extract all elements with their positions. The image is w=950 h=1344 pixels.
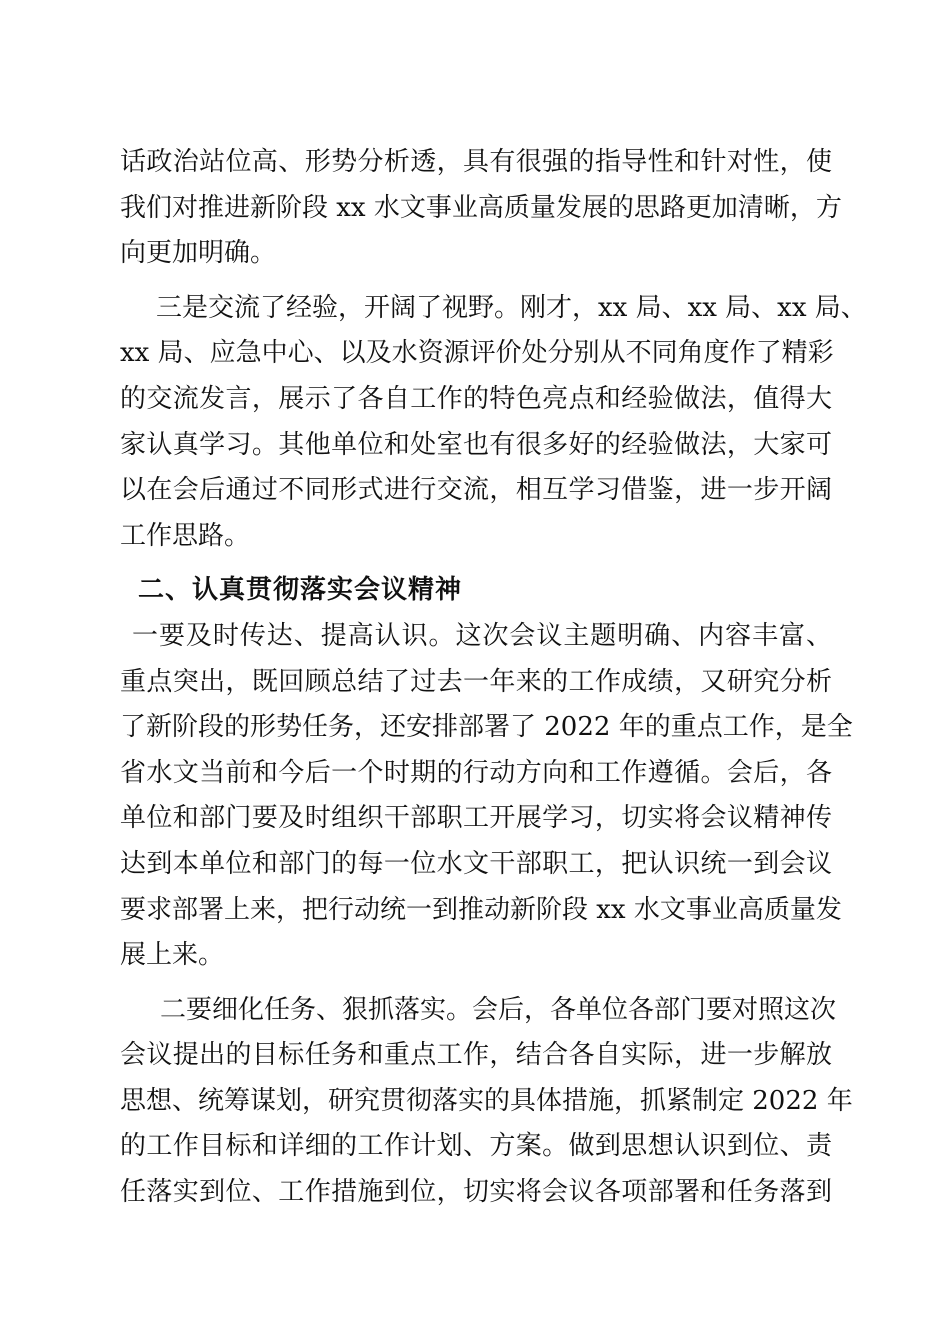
text-line: 三是交流了经验，开阔了视野。刚才，xx 局、xx 局、xx 局、 (156, 292, 867, 323)
text-line: 我们对推进新阶段 xx 水文事业高质量发展的思路更加清晰，方 (120, 192, 842, 223)
text-line: 展上来。 (120, 940, 225, 971)
text-line: 达到本单位和部门的每一位水文干部职工，把认识统一到会议 (120, 848, 832, 879)
document-body (120, 140, 867, 1216)
section-heading: 二、认真贯彻落实会议精神 (138, 575, 463, 606)
paragraph-spacer (120, 559, 832, 568)
paragraph-3 (120, 614, 853, 979)
paragraph-spacer (120, 979, 832, 988)
text-line: 重点突出，既回顾总结了过去一年来的工作成绩，又研究分析 (120, 666, 832, 697)
text-line: 二要细化任务、狠抓落实。会后，各单位各部门要对照这次 (160, 994, 837, 1025)
text-line: 了新阶段的形势任务，还安排部署了 2022 年的重点工作，是全 (120, 712, 853, 743)
text-line: xx 局、应急中心、以及水资源评价处分别从不同角度作了精彩 (120, 338, 834, 369)
text-line: 单位和部门要及时组织干部职工开展学习，切实将会议精神传 (120, 803, 832, 834)
text-line: 以在会后通过不同形式进行交流，相互学习借鉴，进一步开阔 (120, 475, 832, 506)
text-line: 一要及时传达、提高认识。这次会议主题明确、内容丰富、 (132, 620, 832, 651)
text-line: 省水文当前和今后一个时期的行动方向和工作遵循。会后，各 (120, 757, 832, 788)
text-line: 家认真学习。其他单位和处室也有很多好的经验做法，大家可 (120, 429, 832, 460)
paragraph-4 (120, 988, 853, 1216)
paragraph-spacer (120, 277, 832, 286)
text-line: 向更加明确。 (120, 238, 277, 269)
paragraph-1 (120, 140, 842, 277)
paragraph-2 (120, 286, 867, 560)
text-line: 会议提出的目标任务和重点工作，结合各自实际，进一步解放 (120, 1040, 832, 1071)
text-line: 工作思路。 (120, 520, 251, 551)
text-line: 任落实到位、工作措施到位，切实将会议各项部署和任务落到 (120, 1177, 832, 1208)
text-line: 的工作目标和详细的工作计划、方案。做到思想认识到位、责 (120, 1131, 832, 1162)
text-line: 话政治站位高、形势分析透，具有很强的指导性和针对性，使 (120, 147, 832, 177)
text-line: 的交流发言，展示了各自工作的特色亮点和经验做法，值得大 (120, 383, 832, 414)
text-line: 要求部署上来，把行动统一到推动新阶段 xx 水文事业高质量发 (120, 894, 842, 925)
text-line: 思想、统筹谋划，研究贯彻落实的具体措施，抓紧制定 2022 年 (120, 1085, 853, 1116)
